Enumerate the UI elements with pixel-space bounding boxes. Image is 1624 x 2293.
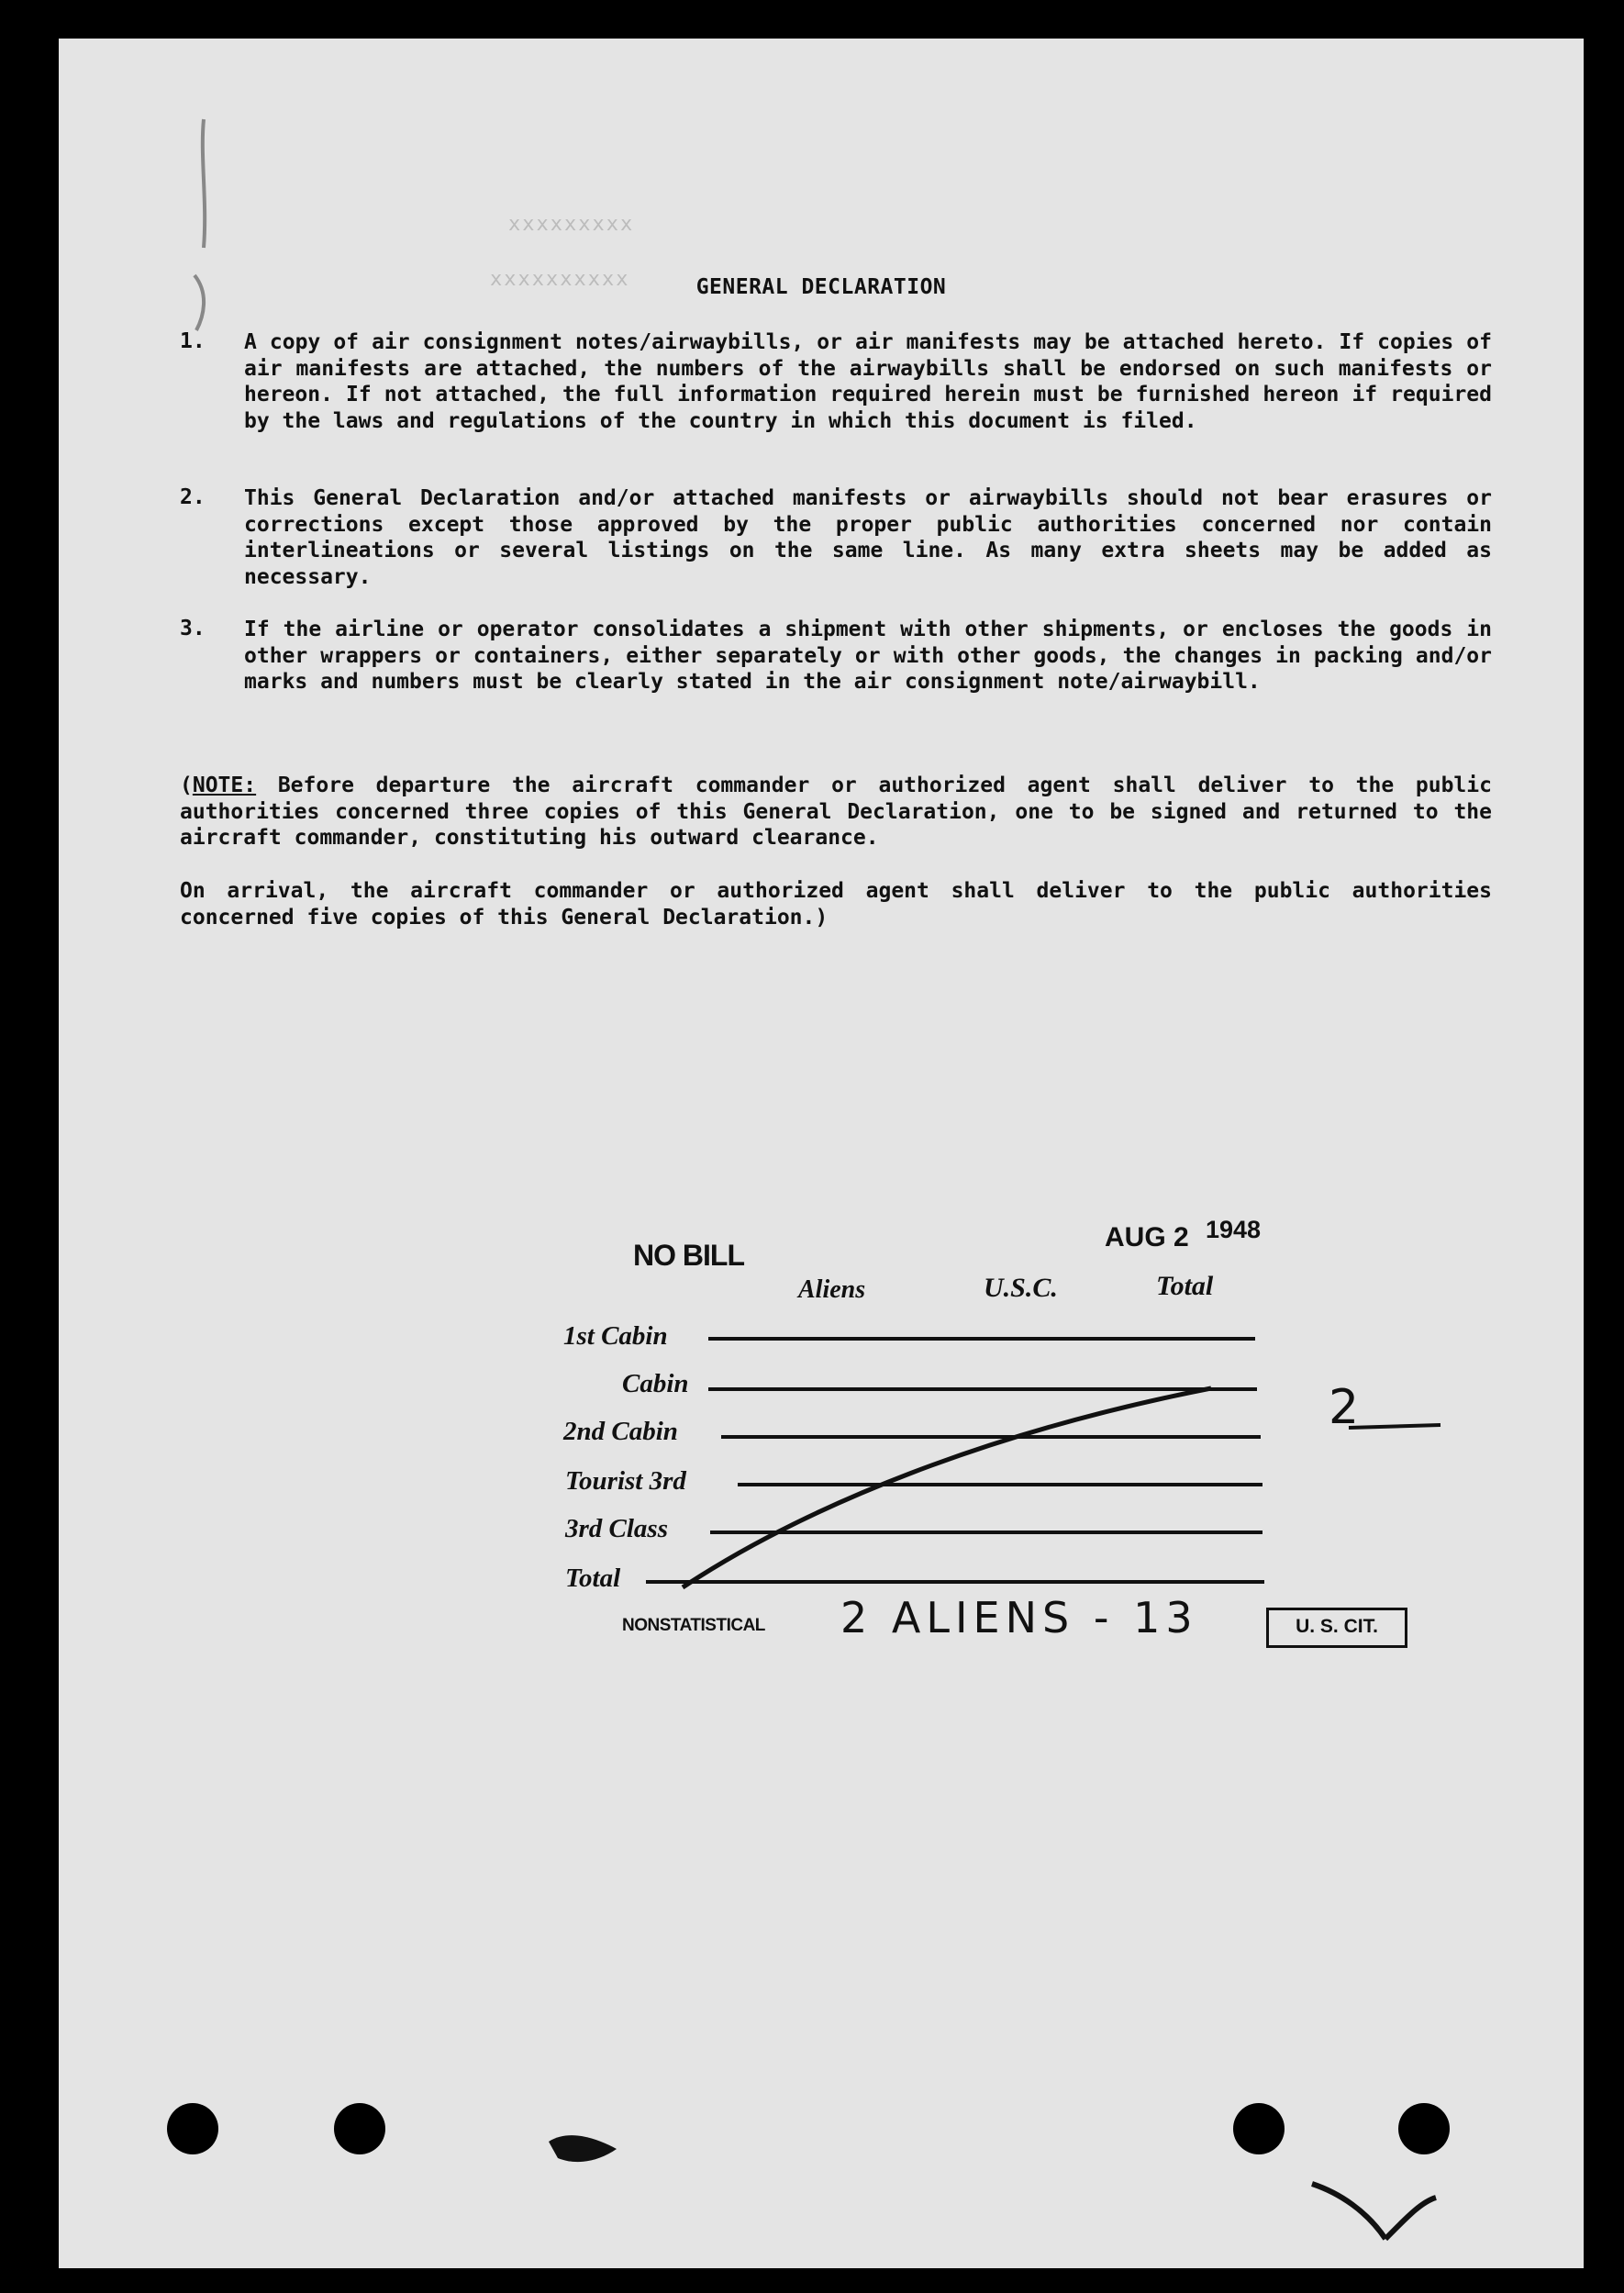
row-label-cabin: Cabin	[622, 1369, 689, 1398]
pencil-margin-mark	[195, 119, 205, 330]
note-arrival: On arrival, the aircraft commander or authorized agent shall deliver to the public authorities concerned five copies of this General Declaration.)	[180, 879, 1492, 929]
handwritten-aliens-note: 2 ALIENS - 13	[840, 1593, 1198, 1642]
ink-scratch	[1312, 2184, 1436, 2239]
column-header-total: Total	[1156, 1271, 1214, 1301]
note-label: NOTE:	[192, 774, 257, 797]
note-open-paren: (	[180, 774, 193, 797]
stamp-date: AUG 2	[1105, 1222, 1189, 1252]
item-3-text: If the airline or operator consolidates a shipment with other shipments, or encloses the goods in other wrappers or containers, either separately or with other goods, the changes in packing and/or marks and numbers must be clearly stated in the air consignment note/airwaybill.	[244, 618, 1492, 694]
item-1-number: 1.	[180, 329, 206, 353]
item-1-text: A copy of air consignment notes/airwaybills, or air manifests may be attached hereto. If copies of air manifests are attached, the numbers of the airwaybills shall be endorsed on such manifests or hereon. If not attached, the full information required herein must be furnished hereon if required by the laws and regulations of the country in which this document is filed.	[244, 330, 1492, 433]
row-label-3rd-class: 3rd Class	[565, 1514, 669, 1543]
margin-mark-underline	[1349, 1425, 1440, 1428]
nonstatistical-label: NONSTATISTICAL	[622, 1616, 765, 1635]
page-title: GENERAL DECLARATION	[695, 275, 947, 299]
row-label-1st-cabin: 1st Cabin	[563, 1321, 668, 1351]
note-departure-text: Before departure the aircraft commander or authorized agent shall deliver to the public authorities concerned three copies of this General Declaration, one to be signed and returned to the aircraft commander, constituting his outward clearance.	[180, 774, 1492, 850]
item-2-text: This General Declaration and/or attached manifests or airwaybills should not bear erasures or corrections except those approved by the proper public authorities concerned nor contain interlineations or several listings on the same line. As many extra sheets may be added as necessary.	[244, 486, 1492, 589]
cancel-stroke	[683, 1388, 1211, 1587]
us-cit-box: U. S. CIT.	[1266, 1608, 1407, 1648]
handwritten-margin-mark: 2	[1329, 1380, 1360, 1435]
row-label-tourist-3rd: Tourist 3rd	[565, 1466, 686, 1496]
show-through-marks: xxxxxxxxx	[508, 213, 635, 236]
ink-blot	[549, 2135, 617, 2162]
stamp-year: 1948	[1206, 1216, 1262, 1243]
column-header-usc: U.S.C.	[984, 1273, 1058, 1303]
item-3-number: 3.	[180, 617, 206, 640]
no-bill-stamp: NO BILL	[633, 1239, 744, 1272]
show-through-marks: xxxxxxxxxx	[490, 268, 630, 291]
row-label-total: Total	[565, 1564, 621, 1593]
row-label-2nd-cabin: 2nd Cabin	[563, 1417, 678, 1446]
item-2-number: 2.	[180, 485, 206, 509]
column-header-aliens: Aliens	[798, 1275, 866, 1304]
